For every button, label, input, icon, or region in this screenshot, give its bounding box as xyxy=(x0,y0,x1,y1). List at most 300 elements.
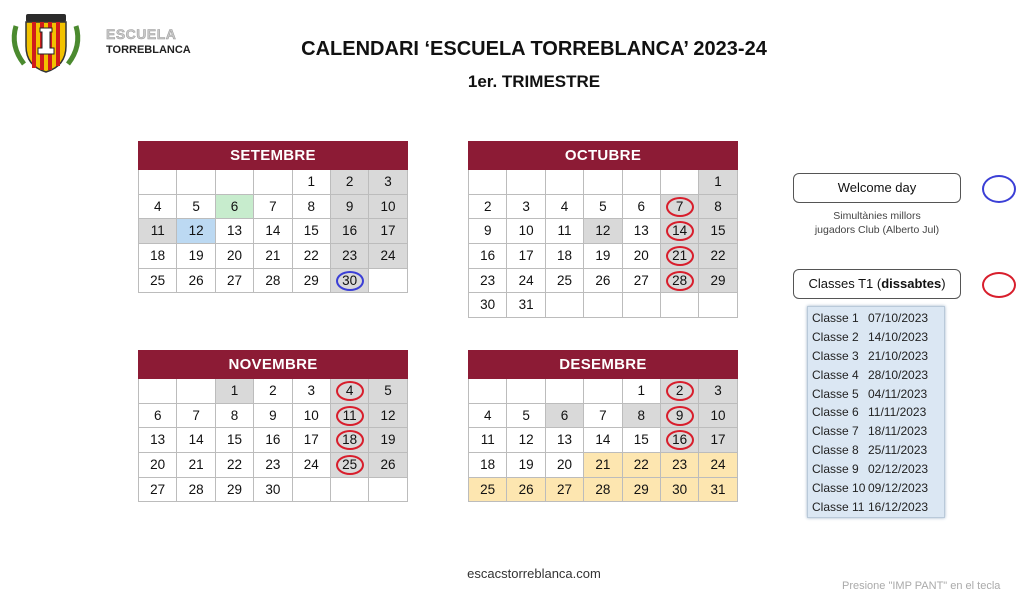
day-cell xyxy=(254,269,292,294)
day-number: 25 xyxy=(150,272,166,288)
day-number: 17 xyxy=(518,248,534,264)
class-row xyxy=(808,479,944,498)
day-number: 9 xyxy=(345,198,354,214)
day-number: 21 xyxy=(672,248,688,264)
legend-welcome-note xyxy=(793,209,961,237)
day-cell xyxy=(469,478,507,503)
day-cell xyxy=(661,219,699,244)
day-cell xyxy=(369,404,407,429)
class-day-circle-icon xyxy=(666,221,694,241)
month-grid xyxy=(138,379,408,502)
class-row xyxy=(808,328,944,347)
day-cell xyxy=(216,195,254,220)
day-cell xyxy=(546,453,584,478)
day-cell xyxy=(293,379,331,404)
day-cell xyxy=(661,269,699,294)
day-number: 25 xyxy=(342,457,358,473)
day-number: 20 xyxy=(556,457,572,473)
class-date: 16/12/2023 xyxy=(868,499,929,514)
day-number: 10 xyxy=(380,198,396,214)
empty-cell xyxy=(584,170,622,195)
day-number: 25 xyxy=(480,481,496,497)
day-number: 30 xyxy=(265,481,281,497)
day-cell xyxy=(216,453,254,478)
day-number: 12 xyxy=(188,223,204,239)
month-grid xyxy=(138,170,408,293)
day-number: 19 xyxy=(380,432,396,448)
day-cell xyxy=(139,269,177,294)
day-number: 2 xyxy=(269,383,277,398)
day-cell xyxy=(699,428,737,453)
day-cell xyxy=(699,379,737,404)
class-name: Classe 11 xyxy=(812,499,865,514)
day-cell xyxy=(177,478,215,503)
day-number: 14 xyxy=(595,432,611,448)
empty-cell xyxy=(216,170,254,195)
day-number: 12 xyxy=(518,432,534,448)
empty-cell xyxy=(661,170,699,195)
classes-list xyxy=(807,306,945,518)
month-header: DESEMBRE xyxy=(468,350,738,379)
day-number: 5 xyxy=(384,383,392,398)
day-number: 28 xyxy=(595,481,611,497)
day-cell xyxy=(507,478,545,503)
day-cell xyxy=(584,428,622,453)
day-number: 12 xyxy=(380,407,396,423)
month-header: SETEMBRE xyxy=(138,141,408,170)
class-day-circle-icon xyxy=(666,381,694,401)
day-cell xyxy=(469,244,507,269)
day-number: 26 xyxy=(595,272,611,288)
day-number: 18 xyxy=(556,248,572,264)
class-date: 02/12/2023 xyxy=(868,462,929,477)
empty-cell xyxy=(661,293,699,318)
day-cell xyxy=(623,219,661,244)
day-cell xyxy=(216,428,254,453)
day-number: 19 xyxy=(518,457,534,473)
day-cell xyxy=(699,195,737,220)
day-number: 20 xyxy=(226,248,242,264)
website-footer: escacstorreblanca.com xyxy=(467,566,601,581)
legend-classes xyxy=(793,269,961,299)
day-cell xyxy=(331,453,369,478)
day-cell xyxy=(661,453,699,478)
day-number: 29 xyxy=(303,272,319,288)
day-cell xyxy=(507,269,545,294)
day-number: 1 xyxy=(637,383,646,398)
day-cell xyxy=(254,478,292,503)
day-number: 7 xyxy=(269,198,277,214)
day-number: 18 xyxy=(342,432,358,448)
day-number: 16 xyxy=(480,248,496,264)
page-title: CALENDARI ‘ESCUELA TORREBLANCA’ 2023-24 xyxy=(301,38,767,60)
day-number: 3 xyxy=(384,174,392,189)
day-number: 27 xyxy=(633,272,649,288)
day-number: 1 xyxy=(307,174,316,189)
day-number: 14 xyxy=(672,223,688,239)
day-number: 6 xyxy=(637,198,646,214)
month-grid xyxy=(468,170,738,318)
class-row xyxy=(808,441,944,460)
class-date: 25/11/2023 xyxy=(868,443,928,458)
day-cell xyxy=(623,195,661,220)
day-cell xyxy=(623,428,661,453)
day-cell xyxy=(139,244,177,269)
class-row xyxy=(808,403,944,422)
day-cell xyxy=(584,453,622,478)
day-cell xyxy=(139,453,177,478)
empty-cell xyxy=(507,379,545,404)
day-cell xyxy=(507,244,545,269)
day-number: 10 xyxy=(303,407,319,423)
empty-cell xyxy=(369,478,407,503)
legend-welcome-note-line1: Simultànies millors xyxy=(833,210,921,222)
empty-cell xyxy=(331,478,369,503)
day-number: 6 xyxy=(153,407,162,423)
day-cell xyxy=(331,244,369,269)
day-number: 7 xyxy=(599,407,607,423)
day-number: 8 xyxy=(230,407,239,423)
day-cell xyxy=(177,269,215,294)
day-cell xyxy=(331,170,369,195)
day-cell xyxy=(584,219,622,244)
day-number: 31 xyxy=(518,297,534,313)
day-cell xyxy=(661,404,699,429)
day-cell xyxy=(661,195,699,220)
class-name: Classe 3 xyxy=(812,348,859,363)
day-cell xyxy=(254,244,292,269)
month-novembre xyxy=(138,350,408,502)
day-cell xyxy=(293,428,331,453)
day-number: 11 xyxy=(480,432,495,448)
day-number: 15 xyxy=(710,223,726,239)
day-number: 15 xyxy=(226,432,242,448)
day-number: 16 xyxy=(342,223,358,239)
class-date: 18/11/2023 xyxy=(868,424,928,439)
day-cell xyxy=(546,404,584,429)
empty-cell xyxy=(623,293,661,318)
day-cell xyxy=(623,478,661,503)
day-cell xyxy=(216,219,254,244)
legend-classes-prefix: Classes T1 ( xyxy=(808,276,882,291)
empty-cell xyxy=(584,379,622,404)
class-row xyxy=(808,347,944,366)
day-cell xyxy=(216,478,254,503)
day-number: 25 xyxy=(556,272,572,288)
class-day-circle-icon xyxy=(336,381,364,401)
day-number: 22 xyxy=(633,457,649,473)
month-desembre xyxy=(468,350,738,502)
day-number: 11 xyxy=(342,407,357,423)
day-cell xyxy=(584,478,622,503)
legend-classes-bold: dissabtes xyxy=(881,276,942,291)
day-number: 20 xyxy=(150,457,166,473)
blue-circle-icon xyxy=(982,175,1016,203)
day-cell xyxy=(623,404,661,429)
welcome-day-circle-icon xyxy=(336,271,364,291)
day-cell xyxy=(469,269,507,294)
day-cell xyxy=(699,170,737,195)
legend-welcome-day: Welcome day xyxy=(793,173,961,203)
day-cell xyxy=(139,404,177,429)
day-number: 2 xyxy=(345,174,354,189)
day-number: 3 xyxy=(714,383,722,398)
day-number: 21 xyxy=(265,248,281,264)
day-cell xyxy=(507,404,545,429)
day-cell xyxy=(507,293,545,318)
class-name: Classe 5 xyxy=(812,386,859,401)
day-cell xyxy=(331,195,369,220)
class-name: Classe 10 xyxy=(812,481,866,496)
day-cell xyxy=(584,269,622,294)
day-number: 21 xyxy=(595,457,611,473)
day-cell xyxy=(623,453,661,478)
day-number: 30 xyxy=(480,297,496,313)
class-name: Classe 8 xyxy=(812,443,859,458)
day-cell xyxy=(331,219,369,244)
day-number: 1 xyxy=(714,174,722,189)
month-header: NOVEMBRE xyxy=(138,350,408,379)
day-number: 23 xyxy=(480,272,496,288)
legend-classes-suffix: ) xyxy=(941,276,946,291)
day-cell xyxy=(699,404,737,429)
day-number: 13 xyxy=(633,223,649,239)
day-cell xyxy=(507,453,545,478)
page-subtitle: 1er. TRIMESTRE xyxy=(467,72,601,91)
day-cell xyxy=(623,244,661,269)
day-cell xyxy=(293,453,331,478)
day-number: 26 xyxy=(518,481,534,497)
day-cell xyxy=(216,244,254,269)
day-cell xyxy=(469,293,507,318)
day-cell xyxy=(507,219,545,244)
day-number: 4 xyxy=(153,198,162,214)
class-name: Classe 4 xyxy=(812,367,859,382)
empty-cell xyxy=(469,170,507,195)
empty-cell xyxy=(177,170,215,195)
day-cell xyxy=(369,244,407,269)
day-number: 2 xyxy=(675,383,684,398)
day-cell xyxy=(331,269,369,294)
day-cell xyxy=(139,428,177,453)
day-number: 5 xyxy=(522,407,530,423)
class-row xyxy=(808,309,944,328)
day-cell xyxy=(661,244,699,269)
day-number: 15 xyxy=(303,223,319,239)
day-cell xyxy=(369,170,407,195)
class-name: Classe 9 xyxy=(812,462,859,477)
day-number: 15 xyxy=(633,432,649,448)
day-number: 17 xyxy=(303,432,319,448)
day-cell xyxy=(293,170,331,195)
empty-cell xyxy=(546,293,584,318)
day-number: 27 xyxy=(556,481,572,497)
day-number: 10 xyxy=(518,223,534,239)
day-cell xyxy=(293,219,331,244)
empty-cell xyxy=(469,379,507,404)
day-number: 8 xyxy=(637,407,646,423)
empty-cell xyxy=(293,478,331,503)
day-number: 28 xyxy=(672,272,688,288)
day-number: 28 xyxy=(265,272,281,288)
day-cell xyxy=(469,195,507,220)
day-cell xyxy=(293,269,331,294)
day-number: 2 xyxy=(483,198,492,214)
day-number: 23 xyxy=(672,457,688,473)
empty-cell xyxy=(139,170,177,195)
day-number: 11 xyxy=(150,223,165,239)
day-number: 16 xyxy=(265,432,281,448)
day-number: 24 xyxy=(380,248,396,264)
day-number: 30 xyxy=(672,481,688,497)
day-cell xyxy=(623,269,661,294)
day-cell xyxy=(699,244,737,269)
day-number: 3 xyxy=(307,383,316,398)
class-day-circle-icon xyxy=(336,455,364,475)
class-date: 21/10/2023 xyxy=(868,348,929,363)
class-day-circle-icon xyxy=(666,406,694,426)
day-cell xyxy=(331,404,369,429)
day-cell xyxy=(661,379,699,404)
day-number: 9 xyxy=(483,223,492,239)
day-cell xyxy=(546,478,584,503)
day-number: 24 xyxy=(710,457,726,473)
empty-cell xyxy=(139,379,177,404)
month-header: OCTUBRE xyxy=(468,141,738,170)
day-cell xyxy=(699,219,737,244)
day-number: 6 xyxy=(230,198,239,214)
day-number: 19 xyxy=(188,248,204,264)
class-name: Classe 7 xyxy=(812,424,859,439)
class-name: Classe 2 xyxy=(812,329,859,344)
day-number: 10 xyxy=(710,407,726,423)
day-number: 16 xyxy=(672,432,688,448)
day-number: 9 xyxy=(675,407,684,423)
day-number: 1 xyxy=(230,383,239,398)
class-row xyxy=(808,385,944,404)
day-cell xyxy=(699,478,737,503)
red-circle-icon xyxy=(982,272,1016,298)
day-number: 26 xyxy=(188,272,204,288)
class-row xyxy=(808,498,944,517)
day-number: 30 xyxy=(342,272,358,288)
day-cell xyxy=(584,404,622,429)
class-day-circle-icon xyxy=(336,406,364,426)
day-number: 21 xyxy=(188,457,204,473)
class-day-circle-icon xyxy=(666,430,694,450)
day-number: 26 xyxy=(380,457,396,473)
day-number: 28 xyxy=(188,481,204,497)
month-setembre xyxy=(138,141,408,293)
class-name: Classe 1 xyxy=(812,311,859,325)
day-number: 29 xyxy=(710,272,726,288)
class-date: 09/12/2023 xyxy=(868,481,929,496)
day-number: 13 xyxy=(556,432,572,448)
class-date: 11/11/2023 xyxy=(868,405,927,420)
day-number: 22 xyxy=(303,248,319,264)
day-cell xyxy=(546,195,584,220)
day-number: 12 xyxy=(595,223,611,239)
day-cell xyxy=(254,195,292,220)
day-cell xyxy=(469,428,507,453)
day-cell xyxy=(369,428,407,453)
class-date: 14/10/2023 xyxy=(868,329,929,344)
empty-cell xyxy=(254,170,292,195)
day-cell xyxy=(177,453,215,478)
day-cell xyxy=(177,195,215,220)
day-cell xyxy=(139,219,177,244)
class-name: Classe 6 xyxy=(812,405,859,420)
day-cell xyxy=(699,269,737,294)
day-cell xyxy=(369,379,407,404)
day-cell xyxy=(584,195,622,220)
day-number: 14 xyxy=(188,432,204,448)
empty-cell xyxy=(546,379,584,404)
day-number: 29 xyxy=(226,481,242,497)
day-cell xyxy=(507,195,545,220)
day-cell xyxy=(699,453,737,478)
day-number: 6 xyxy=(560,407,569,423)
empty-cell xyxy=(546,170,584,195)
empty-cell xyxy=(369,269,407,294)
day-number: 17 xyxy=(710,432,726,448)
class-day-circle-icon xyxy=(666,271,694,291)
class-date: 07/10/2023 xyxy=(868,311,929,325)
day-cell xyxy=(369,219,407,244)
day-cell xyxy=(216,269,254,294)
day-number: 8 xyxy=(714,198,722,214)
day-cell xyxy=(254,428,292,453)
day-number: 3 xyxy=(522,198,530,214)
month-octubre xyxy=(468,141,738,318)
day-number: 18 xyxy=(150,248,166,264)
day-cell xyxy=(331,428,369,453)
day-cell xyxy=(177,219,215,244)
day-cell xyxy=(293,195,331,220)
day-number: 24 xyxy=(518,272,534,288)
day-cell xyxy=(177,428,215,453)
day-number: 31 xyxy=(710,481,726,497)
day-cell xyxy=(661,428,699,453)
day-number: 4 xyxy=(560,198,569,214)
day-cell xyxy=(546,219,584,244)
day-cell xyxy=(293,404,331,429)
day-cell xyxy=(469,453,507,478)
class-row xyxy=(808,460,944,479)
day-cell xyxy=(661,478,699,503)
day-number: 4 xyxy=(483,407,492,423)
day-cell xyxy=(331,379,369,404)
empty-cell xyxy=(623,170,661,195)
day-cell xyxy=(369,453,407,478)
day-number: 23 xyxy=(265,457,281,473)
day-number: 18 xyxy=(480,457,496,473)
day-cell xyxy=(254,219,292,244)
legend-welcome-note-line2: jugadors Club (Alberto Jul) xyxy=(814,224,940,236)
day-cell xyxy=(216,404,254,429)
day-cell xyxy=(546,269,584,294)
class-date: 28/10/2023 xyxy=(868,367,929,382)
day-number: 22 xyxy=(710,248,726,264)
day-number: 19 xyxy=(595,248,611,264)
day-number: 14 xyxy=(265,223,281,239)
day-number: 24 xyxy=(303,457,319,473)
day-number: 27 xyxy=(226,272,242,288)
day-cell xyxy=(546,244,584,269)
day-cell xyxy=(216,379,254,404)
day-cell xyxy=(177,404,215,429)
day-number: 7 xyxy=(675,198,684,214)
